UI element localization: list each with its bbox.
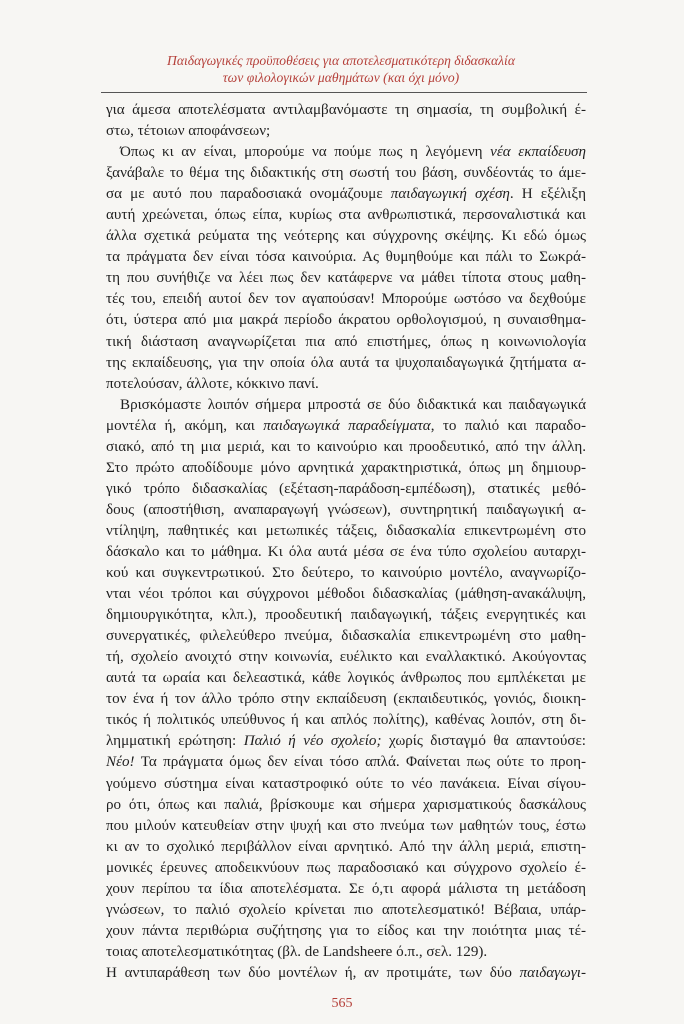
italic-phrase: Παλιό ή νέο σχολείο; <box>243 733 382 750</box>
text-run: τοιας αποτελεσματικότητας (βλ. de Landsheere ό.π., σελ. 129). <box>106 943 488 960</box>
text-run: ντίληψη, παθητικές και μετωπικές τάξεις, διδασκαλία επικεντρωμένη στο <box>106 522 586 539</box>
text-line <box>106 268 586 289</box>
text-line <box>106 584 586 605</box>
text-run: ποτελούσαν, άλλοτε, κόκκινο πανί. <box>106 375 319 392</box>
running-header-line-1: Παιδαγωγικές προϋποθέσεις για αποτελεσματικότερη διδασκαλία <box>167 53 515 68</box>
page-number: 565 <box>331 996 353 1011</box>
text-run: μονικές έρευνες αποδεικνύουν πως παραδοσιακό και σύγχρονο σχολείο έ- <box>106 859 586 876</box>
text-run: Στο πρώτο αποδίδουμε μόνο αρνητικά χαρακτηριστικά, όπως μη δημιουρ- <box>106 459 586 476</box>
header-rule <box>101 92 587 93</box>
text-run: . Η εξέλιξη <box>509 186 586 203</box>
text-run: ότι, ύστερα από μια μακρά περίοδο άκρατου ορθολογισμού, η συναισθημα- <box>106 312 586 329</box>
text-line <box>106 563 586 584</box>
text-line <box>106 900 586 921</box>
text-line <box>106 142 586 163</box>
text-line <box>106 163 586 184</box>
text-line <box>106 395 586 416</box>
text-run: δάσκαλο και το μάθημα. Κι όλα αυτά μέσα σε ένα τύπο σχολείου αυταρχι- <box>106 543 586 560</box>
body-text <box>106 100 586 984</box>
italic-phrase: Νέο! <box>106 754 135 771</box>
text-run: κι αν το σχολικό περιβάλλον είναι αρνητικό. Από την άλλη μεριά, επιστη- <box>106 838 586 855</box>
text-line <box>106 479 586 500</box>
text-run: τή, σχολείο ανοιχτό στην κοινωνία, ευέλικτο και εναλλακτικό. Ακούγοντας <box>106 649 586 666</box>
text-run: λημματική ερώτηση: <box>106 733 244 750</box>
text-line <box>106 247 586 268</box>
text-run: γικό τρόπο διδασκαλίας (εξέταση-παράδοση-εμπέδωση), στατικές μεθό- <box>106 480 586 497</box>
text-run: ρο ότι, όπως και παλιά, βρίσκουμε και σήμερα χαρισματικούς δασκάλους <box>106 796 586 813</box>
text-run: αυτά τα ωραία και δελεαστικά, κάθε λογικός άνθρωπος που εμπλέκεται με <box>106 670 586 687</box>
text-line <box>106 710 586 731</box>
text-line <box>106 416 586 437</box>
running-header <box>96 52 586 86</box>
text-line <box>106 542 586 563</box>
text-run: της εκπαίδευσης, για την οποία όλα αυτά τα ψυχοπαιδαγωγικά ζητήματα α- <box>106 354 586 371</box>
text-run: αυτή χρεώνεται, όπως είπα, κυρίως στα ανθρωπιστικά, περσοναλιστικά και <box>106 207 586 224</box>
text-line <box>106 184 586 205</box>
text-run: που μιλούν κατευθείαν στην ψυχή και στο πνεύμα των μαθητών τους, έστω <box>106 817 586 834</box>
text-line <box>106 795 586 816</box>
text-line <box>106 752 586 773</box>
text-line <box>106 668 586 689</box>
text-run: τές του, επειδή αυτοί δεν τον αγαπούσαν! Μπορούμε ωστόσο να δεχθούμε <box>106 291 586 308</box>
text-run: τικός ή πολιτικός υπεύθυνος ή και απλός πολίτης), καθένας λοιπόν, στη δι- <box>106 712 586 729</box>
text-run: τα πράγματα δεν είναι τόσα καινούρια. Ας θυμηθούμε και πάλι το Σωκρά- <box>106 249 586 266</box>
text-line <box>106 332 586 353</box>
text-line <box>106 647 586 668</box>
text-line <box>106 310 586 331</box>
text-run: γούμενο σύστημα είναι καταστροφικό ούτε το νέο πανάκεια. Είναι σίγου- <box>106 775 586 792</box>
text-line <box>106 374 586 395</box>
text-run: Όπως κι αν είναι, μπορούμε να πούμε πως η λεγόμενη <box>120 144 491 161</box>
text-run: στω, τέτοιων αποφάνσεων; <box>106 123 271 140</box>
text-run: τον ένα ή τον άλλο τρόπο στην εκπαίδευση (εκπαιδευτικός, γονιός, διοικη- <box>106 691 586 708</box>
text-run: χουν περίπου τα ίδια αποτελέσματα. Σε ό,τι αφορά μάλιστα τη μετάδοση <box>106 880 586 897</box>
italic-phrase: παιδαγωγι- <box>519 964 586 981</box>
text-run: νται νέοι τρόποι και σύγχρονοι μέθοδοι διδασκαλίας (μάθηση-ανακάλυψη, <box>106 586 586 603</box>
text-line <box>106 774 586 795</box>
text-line <box>106 942 586 963</box>
text-run: μοντέλα ή, ακόμη, και <box>106 417 264 434</box>
text-run: για άμεσα αποτελέσματα αντιλαμβανόμαστε τη σημασία, τη συμβολική έ- <box>106 102 586 118</box>
text-line <box>106 879 586 900</box>
text-run: χωρίς δισταγμό θα απαντούσε: <box>381 733 586 750</box>
italic-phrase: νέα εκπαίδευση <box>490 144 586 161</box>
text-line <box>106 205 586 226</box>
text-run: σιακό, από τη μια μεριά, και το καινούριο και προοδευτικό, από την άλλη. <box>106 438 586 455</box>
text-line <box>106 921 586 942</box>
text-line <box>106 858 586 879</box>
text-run: Βρισκόμαστε λοιπόν σήμερα μπροστά σε δύο διδακτικά και παιδαγωγικά <box>120 396 586 413</box>
text-line <box>106 121 586 142</box>
text-line <box>106 500 586 521</box>
italic-phrase: παιδαγωγική σχέση <box>390 186 510 203</box>
text-line <box>106 731 586 752</box>
italic-phrase: παιδαγωγικά παραδείγματα <box>263 417 431 434</box>
text-line <box>106 963 586 984</box>
text-line <box>106 289 586 310</box>
text-run: ξανάβαλε το θέμα της διδακτικής στη σωστή του βάση, συνδέοντάς το άμε- <box>106 165 586 182</box>
text-line <box>106 437 586 458</box>
text-line <box>106 458 586 479</box>
text-run: συνεργατικές, φιλελεύθερο πνεύμα, διδασκαλία επικεντρωμένη στο μαθη- <box>106 628 586 645</box>
text-run: γνώσεων, το παλιό σχολείο κρίνεται πιο αποτελεσματικό! Βέβαια, υπάρ- <box>106 901 586 918</box>
text-run: δους (αποστήθιση, αναπαραγωγή γνώσεων), συντηρητική παιδαγωγική α- <box>106 501 586 518</box>
text-run: , το παλιό και παραδο- <box>430 417 586 434</box>
text-line <box>106 837 586 858</box>
text-run: Η αντιπαράθεση των δύο μοντέλων ή, αν προτιμάτε, των δύο <box>106 964 520 981</box>
text-line <box>106 816 586 837</box>
text-run: τική διάσταση αναγνωρίζεται πια από επιστήμες, όπως η κοινωνιολογία <box>106 333 586 350</box>
text-line <box>106 521 586 542</box>
text-line <box>106 689 586 710</box>
text-line <box>106 226 586 247</box>
text-run: δημιουργικότητα, κλπ.), προοδευτική παιδαγωγική, τάξεις ενεργητικές και <box>106 607 586 624</box>
running-header-line-2: των φιλολογικών μαθημάτων (και όχι μόνο) <box>222 70 460 85</box>
text-line <box>106 605 586 626</box>
text-run: σα με αυτό που παραδοσιακά ονομάζουμε <box>106 186 391 203</box>
text-run: κού και συγκεντρωτικού. Στο δεύτερο, το καινούριο μοντέλο, αναγνωρίζο- <box>106 565 586 582</box>
text-run: Τα πράγματα όμως δεν είναι τόσο απλά. Φαίνεται πως ούτε το προη- <box>134 754 586 771</box>
text-line <box>106 626 586 647</box>
text-line <box>106 100 586 121</box>
text-run: τη που συνήθιζε να λέει πως δεν κατάφερνε να μάθει τίποτα στους μαθη- <box>106 270 586 287</box>
text-line <box>106 353 586 374</box>
text-run: άλλα σχετικά ρεύματα της νεότερης και σύγχρονης σκέψης. Κι εδώ όμως <box>106 228 586 245</box>
text-run: χουν πάντα περιθώρια συζήτησης για το είδος και την ποιότητα μιας τέ- <box>106 922 586 939</box>
